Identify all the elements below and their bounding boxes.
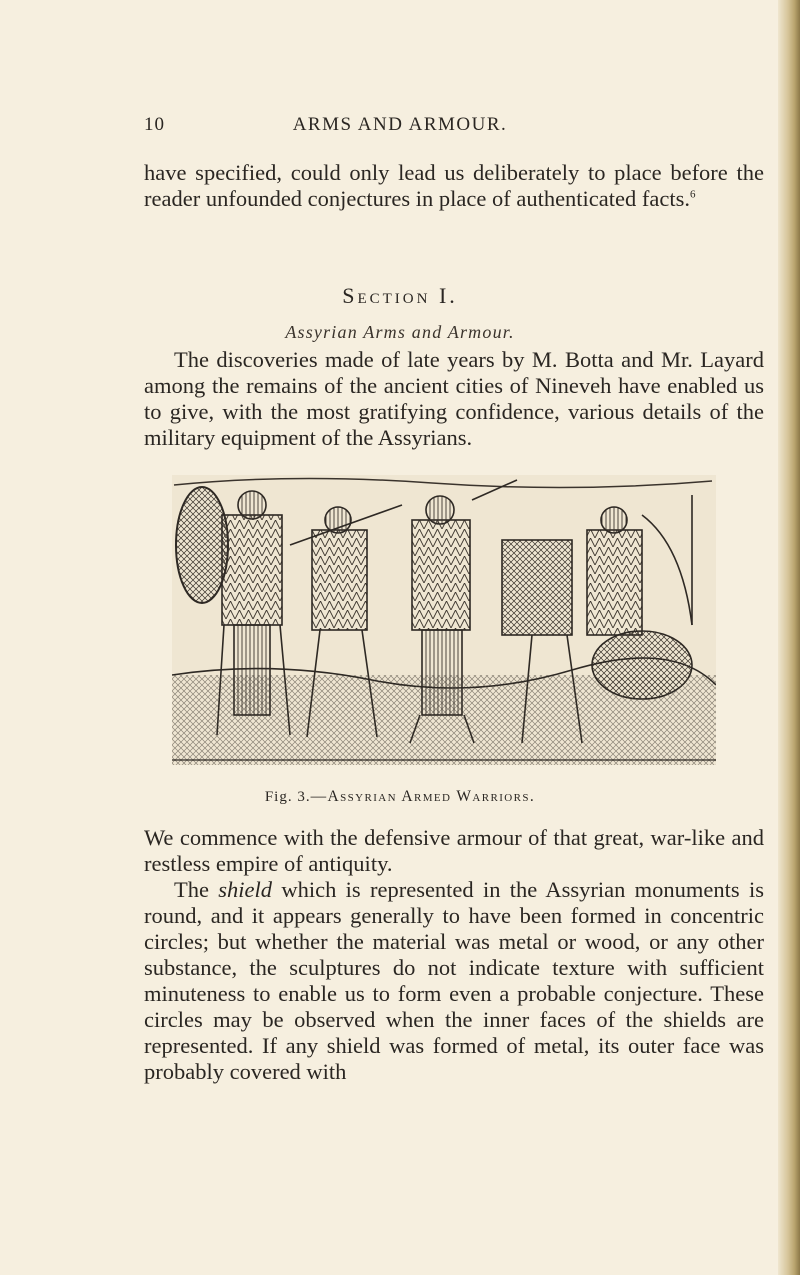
figure-assyrian-warriors — [172, 475, 716, 765]
figure-title: —Assyrian Armed Warriors. — [310, 788, 536, 805]
paragraph-continuation: have specified, could only lead us deliberately to place before the reader unfounded conjectures in place of authenticated facts.$^6$ — [144, 160, 764, 211]
paragraph-discoveries: The discoveries made of late years by M. Botta and Mr. Layard among the remains of the ancient cities of Nineveh have enabled us to give, with the most gratifying confidence, various details of the military equipment of the Assyrians. — [144, 347, 764, 450]
figure-caption — [0, 788, 800, 806]
running-title: ARMS AND ARMOUR. — [292, 114, 508, 135]
page-number: 10 — [144, 114, 165, 135]
page-edge-shadow — [778, 0, 800, 1275]
footnote-ref: 6 — [690, 188, 696, 201]
section-subtitle: Assyrian Arms and Armour. — [285, 322, 515, 342]
paragraph-shield: The shield which is represented in the Assyrian monuments is round, and it appears generally to have been formed in concentric circles; but whether the material was metal or wood, or any other substance, the sculptures do not indicate texture with sufficient minuteness to enable us to form even a probable conjecture. These circles may be observed when the inner faces of the shields are represented. If any shield was formed of metal, its outer face was probably covered with — [144, 877, 764, 1084]
assyrian-relief-illustration — [172, 475, 716, 765]
paragraph-commence: We commence with the defensive armour of that great, war-like and restless empire of antiquity. — [144, 825, 764, 876]
figure-label: Fig. 3. — [264, 789, 311, 805]
shield-emphasis: shield — [218, 877, 273, 902]
section-heading: Section I. — [342, 283, 458, 308]
